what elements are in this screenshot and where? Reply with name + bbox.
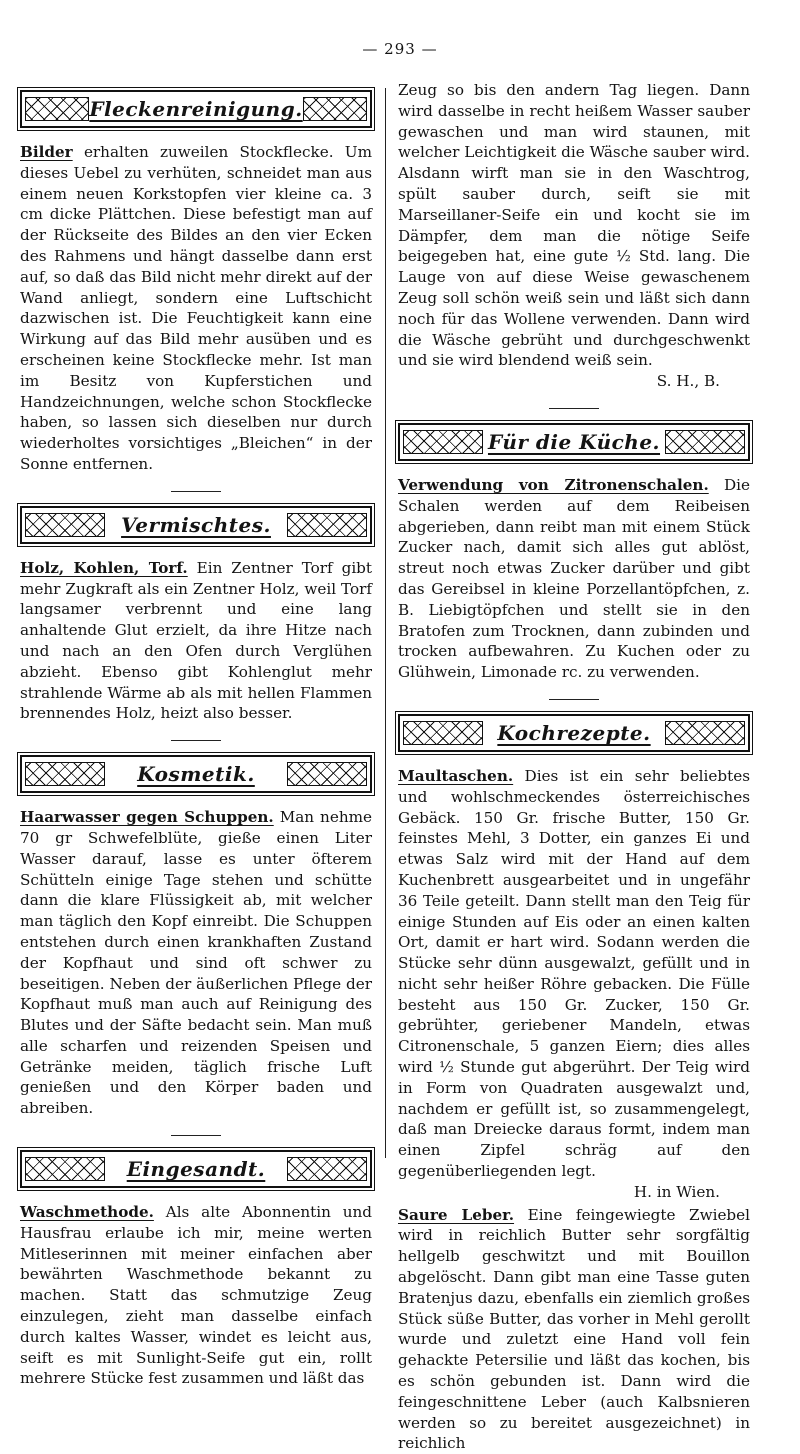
article-waschmethode-continued [398, 80, 750, 392]
ornament-left [25, 513, 105, 537]
article-text: Zeug so bis den andern Tag liegen. Dann wird dasselbe in recht heißem Wasser sauber gewaschen und man wird staunen, mit welcher Leichtigkeit die Wäsche sauber wird. Alsdann wirft man sie in den Waschtrog, spült sauber durch, seift sie mit Marseillaner-Seife ein und kocht sie im Dämpfer, dem man die nötige Seife beigegeben hat, eine gute ½ Std. lang. Die Lauge von auf diese Weise gewaschenem Zeug soll schön weiß sein und läßt sich dann noch für das Wollene verwenden. Dann wird die Wäsche gebrüht und durchgeschwenkt und sie wird blendend weiß sein. [398, 81, 750, 370]
article-bilder [20, 142, 372, 475]
ornament-left [403, 430, 483, 454]
right-column [398, 80, 750, 1454]
article-keyword: Waschmethode. [20, 1203, 154, 1222]
section-title: Für die Küche. [487, 429, 661, 454]
separator-rule [171, 491, 221, 492]
separator-rule [549, 408, 599, 409]
ornament-right [303, 97, 367, 121]
article-text: Die Schalen werden auf dem Reibeisen abgerieben, dann reibt man mit einem Stück Zucker nach, damit sich alles gut ablöst, streut noch etwas Zucker darüber und gibt das Gereibsel in kleine Porzellantöpfchen, z. B. Liebigtöpfchen und stellt sie in den Bratofen zum Trocknen, dann zubinden und trocken aufbewahren. Zu Kuchen oder zu Glühwein, Limonade rc. zu verwenden. [398, 475, 750, 682]
section-title: Fleckenreinigung. [89, 97, 303, 121]
article-keyword: Bilder [20, 143, 73, 161]
separator-rule [171, 1135, 221, 1136]
section-title: Kosmetik. [137, 762, 255, 787]
section-header-eingesandt [20, 1150, 372, 1188]
section-header-vermischtes [20, 506, 372, 544]
ornament-left [25, 1157, 105, 1181]
article-zitronenschalen [398, 475, 750, 683]
section-header-kochrezepte [398, 714, 750, 752]
section-title: Kochrezepte. [497, 720, 651, 745]
ornament-left [25, 97, 89, 121]
article-waschmethode [20, 1202, 372, 1389]
left-column [20, 80, 372, 1389]
article-maultaschen [398, 766, 750, 1203]
section-header-fuer-die-kueche [398, 423, 750, 461]
article-keyword: Haarwasser gegen Schuppen. [20, 808, 274, 827]
section-header-kosmetik [20, 755, 372, 793]
article-keyword: Verwendung von Zitronenschalen. [398, 475, 709, 494]
separator-rule [171, 740, 221, 741]
article-keyword: Saure Leber. [398, 1205, 515, 1224]
ornament-right [665, 721, 745, 745]
article-keyword: Holz, Kohlen, Torf. [20, 558, 188, 577]
article-saure-leber [398, 1205, 750, 1454]
column-divider [385, 88, 386, 1158]
article-signature: H. in Wien. [633, 1182, 720, 1201]
section-title: Vermischtes. [121, 512, 271, 537]
article-text: Eine feingewiegte Zwiebel wird in reichlich Butter sehr sorgfältig hellgelb geschwitzt und mit Bouillon abgelöscht. Dann gibt man eine Tasse guten Bratenjus dazu, ebenfalls ein ziemlich großes Stück süße Butter, das vorher in Mehl gerollt wurde und zuletzt eine Hand voll fein gehackte Petersilie und läßt das kochen, bis es schön gebunden ist. Dann wird die feingeschnittene Leber (auch Kalbsnieren werden so zu bereitet ausgezeichnet) in reichlich [398, 1205, 751, 1453]
section-header-fleckenreinigung [20, 90, 372, 128]
section-title: Eingesandt. [126, 1157, 266, 1182]
article-signature: S. H., B. [656, 372, 720, 391]
ornament-right [287, 1157, 367, 1181]
ornament-right [287, 762, 367, 786]
article-holz-kohlen-torf [20, 558, 372, 724]
separator-rule [549, 699, 599, 700]
ornament-left [25, 762, 105, 786]
ornament-right [665, 430, 745, 454]
article-haarwasser [20, 807, 372, 1119]
article-text: Ein Zentner Torf gibt mehr Zugkraft als ein Zentner Holz, weil Torf langsamer verbrennt und eine lang anhaltende Glut erzielt, da ihre Hitze nach und nach an den Ofen durch Verglühen abzieht. Ebenso gibt Kohlenglut mehr strahlende Wärme ab als mit hellen Flammen brennendes Holz, heizt also besser. [20, 558, 373, 723]
article-text: Als alte Abonnentin und Hausfrau erlaube ich mir, meine werten Mitleserinnen mit meiner einfachen aber bewährten Waschmethode bekannt zu machen. Statt das schmutzige Zeug einzulegen, zieht man dasselbe einfach durch kaltes Wasser, windet es leicht aus, seift es mit Sunlight-Seife gut ein, rollt mehrere Stücke fest zusammen und läßt das [20, 1203, 372, 1388]
article-text: Dies ist ein sehr beliebtes und wohlschmeckendes österreichisches Gebäck. 150 Gr. frische Butter, 150 Gr. feinstes Mehl, 3 Dotter, ein ganzes Ei und etwas Salz wird mit der Hand auf dem Kuchenbrett ausgearbeitet und in ungefähr 36 Teile geteilt. Dann stellt man den Teig für einige Stunden auf Eis oder an einen kalten Ort, damit er hart wird. Sodann werden die Stücke sehr dünn ausgewalzt, gefüllt und in nicht sehr heißer Röhre gebacken. Die Fülle besteht aus 150 Gr. Zucker, 150 Gr. gebrühter, geriebener Mandeln, etwas Citronenschale, 5 ganzen Eiern; dies alles wird ½ Stunde gut abgerührt. Der Teig wird in Form von Quadraten ausgewalzt und, nachdem er gefüllt ist, so zusammengelegt, daß man Dreiecke daraus formt, indem man einen Zipfel schräg auf den gegenüberliegenden legt. [398, 766, 750, 1181]
article-text: erhalten zuweilen Stockflecke. Um dieses Uebel zu verhüten, schneidet man aus einem neuen Korkstopfen vier kleine ca. 3 cm dicke Plättchen. Diese befestigt man auf der Rückseite des Bildes an den vier Ecken des Rahmens und hängt dasselbe dann erst auf, so daß das Bild nicht mehr direkt auf der Wand anliegt, sondern eine Luftschicht dazwischen ist. Die Feuchtigkeit kann eine Wirkung auf das Bild mehr ausüben und es erscheinen keine Stockflecke mehr. Ist man im Besitz von Kupferstichen und Handzeichnungen, welche schon Stockflecke haben, so lassen sich dieselben nur durch wiederholtes vorsichtiges „Bleichen“ in der Sonne entfernen. [20, 143, 372, 473]
ornament-left [403, 721, 483, 745]
page-number: — 293 — [362, 40, 438, 58]
ornament-right [287, 513, 367, 537]
article-text: Man nehme 70 gr Schwefelblüte, gieße einen Liter Wasser darauf, lasse es unter öfterem Schütteln einige Tage stehen und schütte dann die klare Flüssigkeit ab, mit welcher man täglich den Kopf einreibt. Die Schuppen entstehen durch einen krankhaften Zustand der Kopfhaut und sind oft schwer zu beseitigen. Neben der äußerlichen Pflege der Kopfhaut muß man auch auf Reinigung des Blutes und der Säfte bedacht sein. Man muß alle scharfen und reizenden Speisen und Getränke meiden, täglich frische Luft genießen und den Körper baden und abreiben. [20, 808, 373, 1118]
article-keyword: Maultaschen. [398, 766, 514, 785]
